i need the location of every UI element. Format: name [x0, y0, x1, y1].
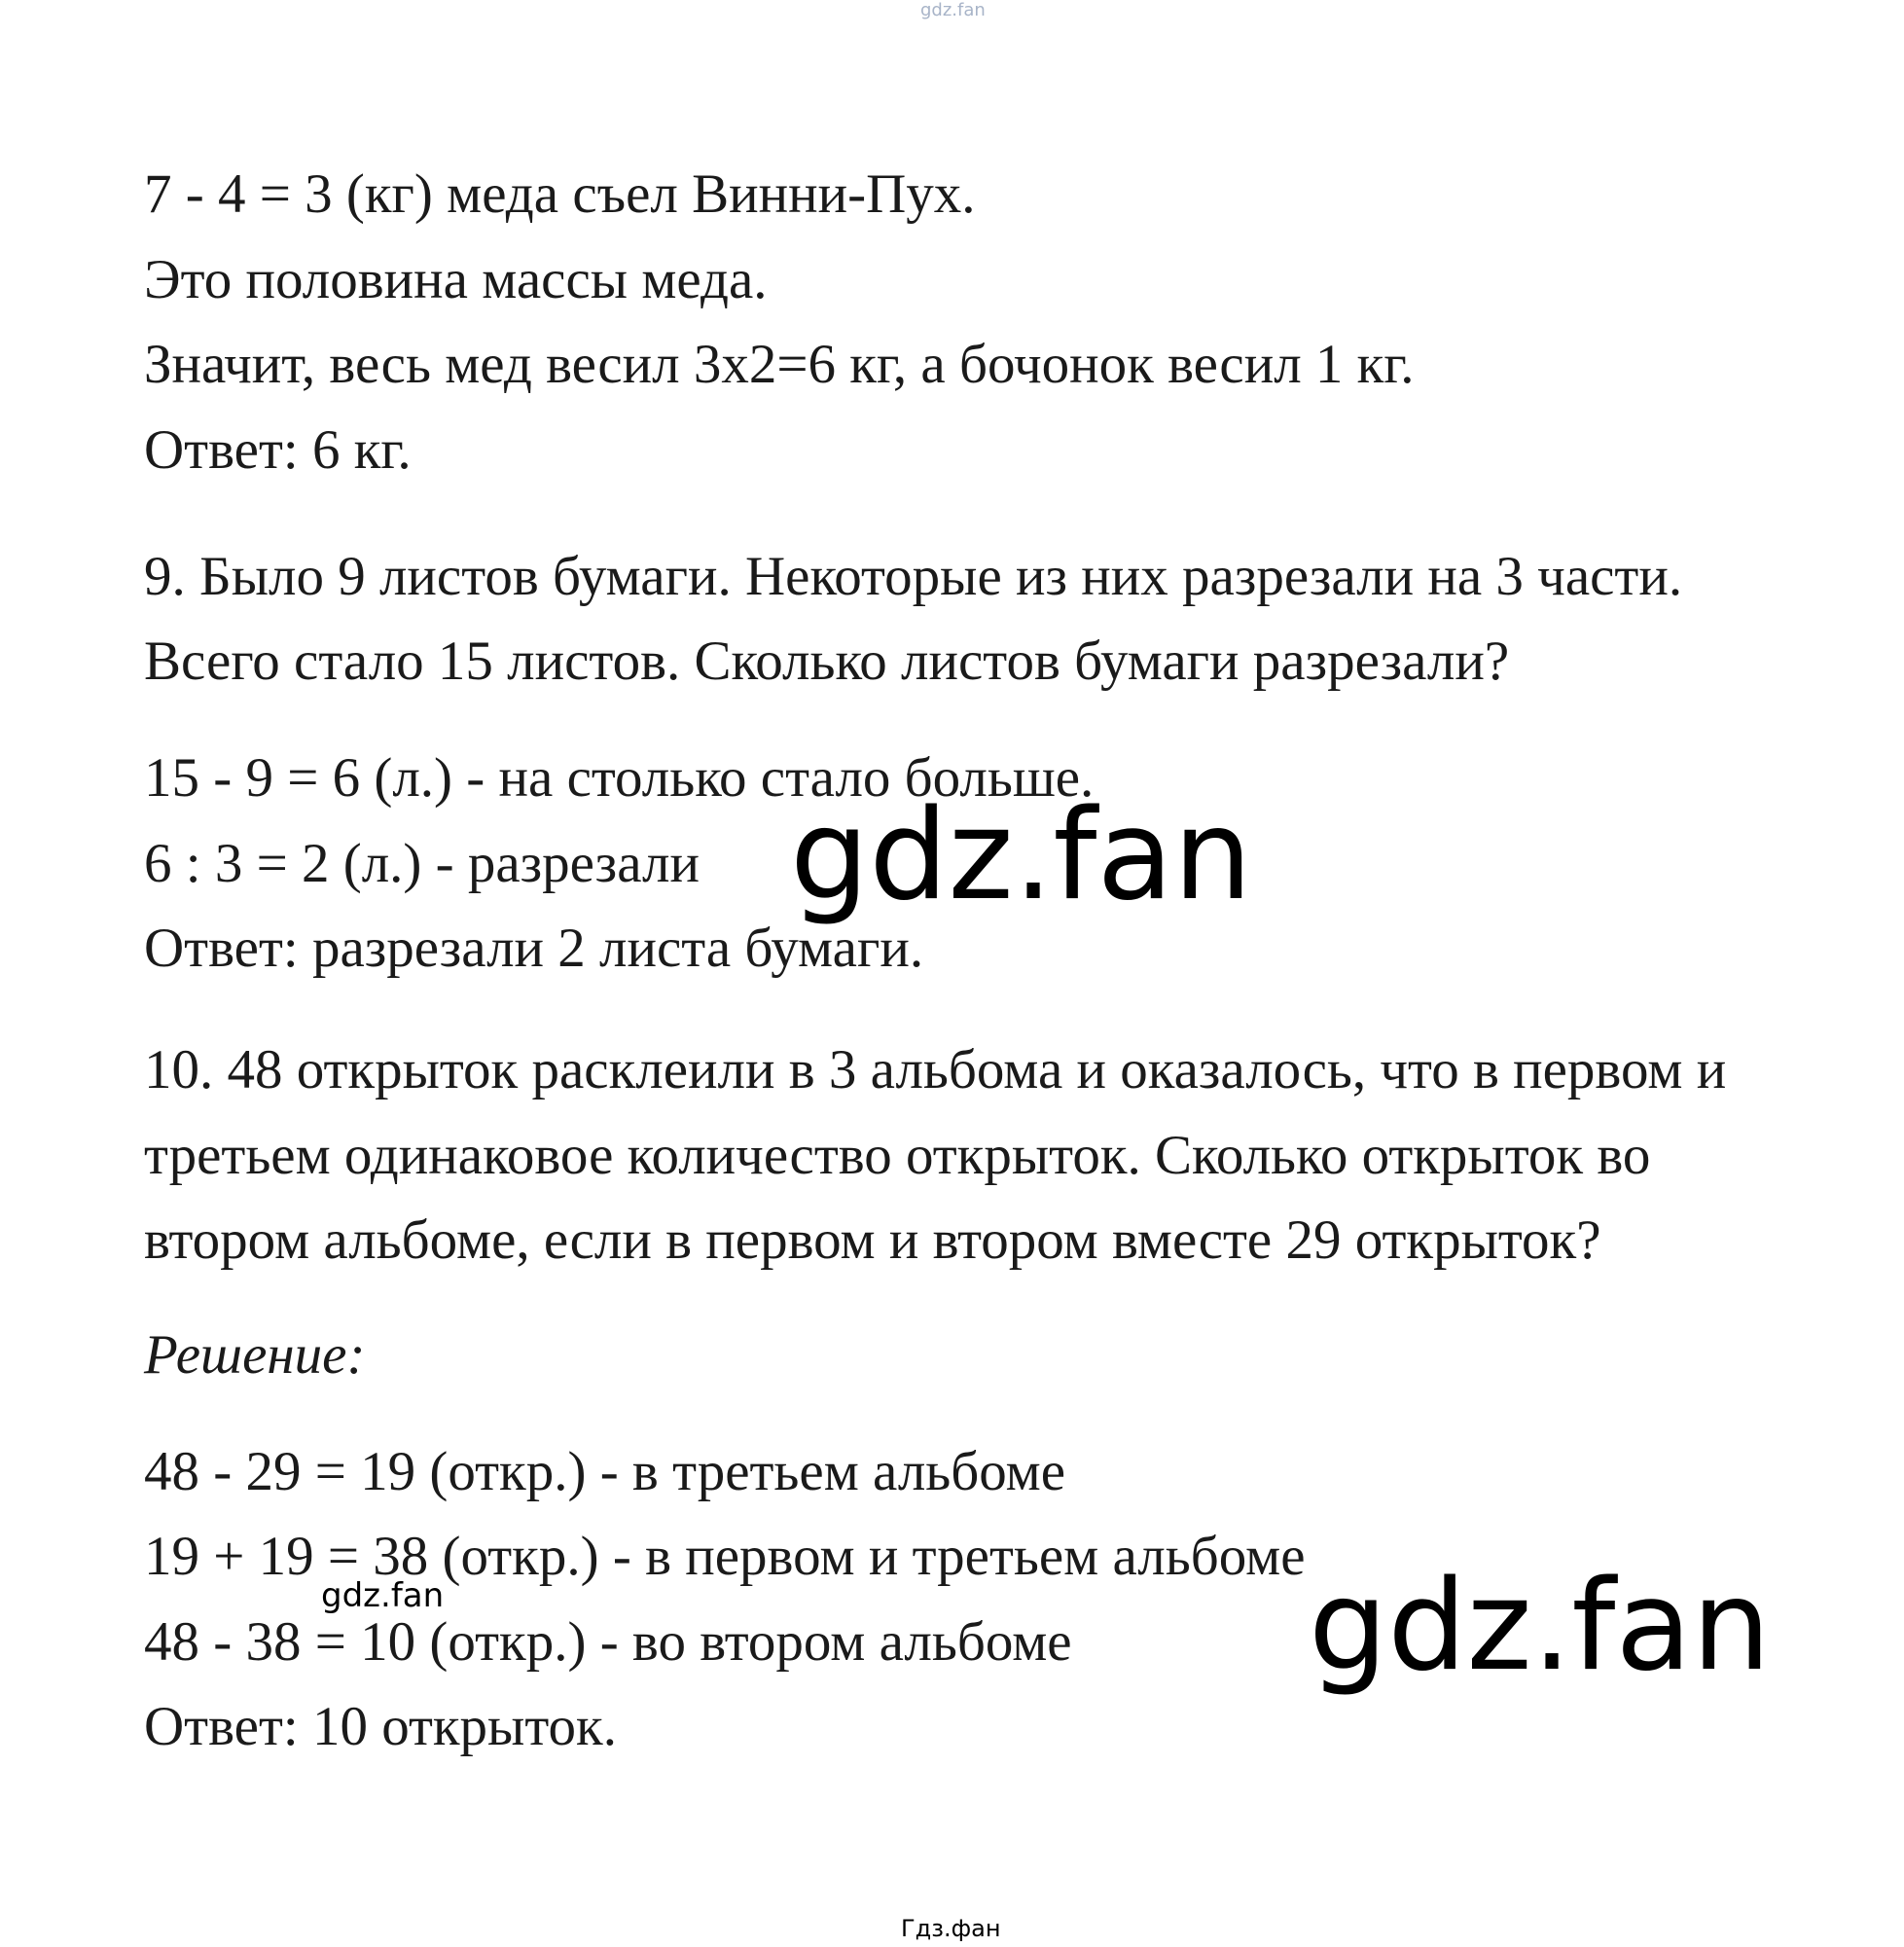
watermark-large-2: gdz.fan: [1309, 1554, 1771, 1699]
task-10-question-line-3: втором альбоме, если в первом и втором вместе 29 открыток?: [144, 1209, 1601, 1271]
block-8-line-2: Это половина массы меда.: [144, 249, 768, 310]
task-9-question-line-1: 9. Было 9 листов бумаги. Некоторые из них разрезали на 3 части.: [144, 546, 1683, 607]
task-10-question-line-1: 10. 48 открыток расклеили в 3 альбома и оказалось, что в первом и: [144, 1039, 1727, 1100]
task-10-question-line-2: третьем одинаковое количество открыток. Сколько открыток во: [144, 1125, 1651, 1186]
task-10-solution-heading: Решение:: [144, 1324, 366, 1386]
block-8-line-3: Значит, весь мед весил 3х2=6 кг, а бочонок весил 1 кг.: [144, 334, 1415, 395]
block-8-answer: Ответ: 6 кг.: [144, 419, 412, 481]
task-9-question-line-2: Всего стало 15 листов. Сколько листов бумаги разрезали?: [144, 631, 1510, 692]
task-9-answer: Ответ: разрезали 2 листа бумаги.: [144, 918, 924, 979]
task-10-answer: Ответ: 10 открыток.: [144, 1696, 617, 1757]
watermark-small: gdz.fan: [321, 1576, 445, 1615]
task-10-solution-line-3: 48 - 38 = 10 (откр.) - во втором альбоме: [144, 1611, 1072, 1673]
task-9-solution-line-1: 15 - 9 = 6 (л.) - на столько стало больше.: [144, 747, 1095, 809]
block-8-line-1: 7 - 4 = 3 (кг) меда съел Винни-Пух.: [144, 163, 976, 225]
footer-site-name: Гдз.фан: [901, 1915, 1001, 1942]
watermark-top: gdz.fan: [920, 0, 986, 20]
task-9-solution-line-2: 6 : 3 = 2 (л.) - разрезали: [144, 833, 700, 894]
task-10-solution-line-2: 19 + 19 = 38 (откр.) - в первом и третьем альбоме: [144, 1526, 1306, 1587]
watermark-large-1: gdz.fan: [790, 783, 1252, 928]
task-10-solution-line-1: 48 - 29 = 19 (откр.) - в третьем альбоме: [144, 1441, 1066, 1502]
